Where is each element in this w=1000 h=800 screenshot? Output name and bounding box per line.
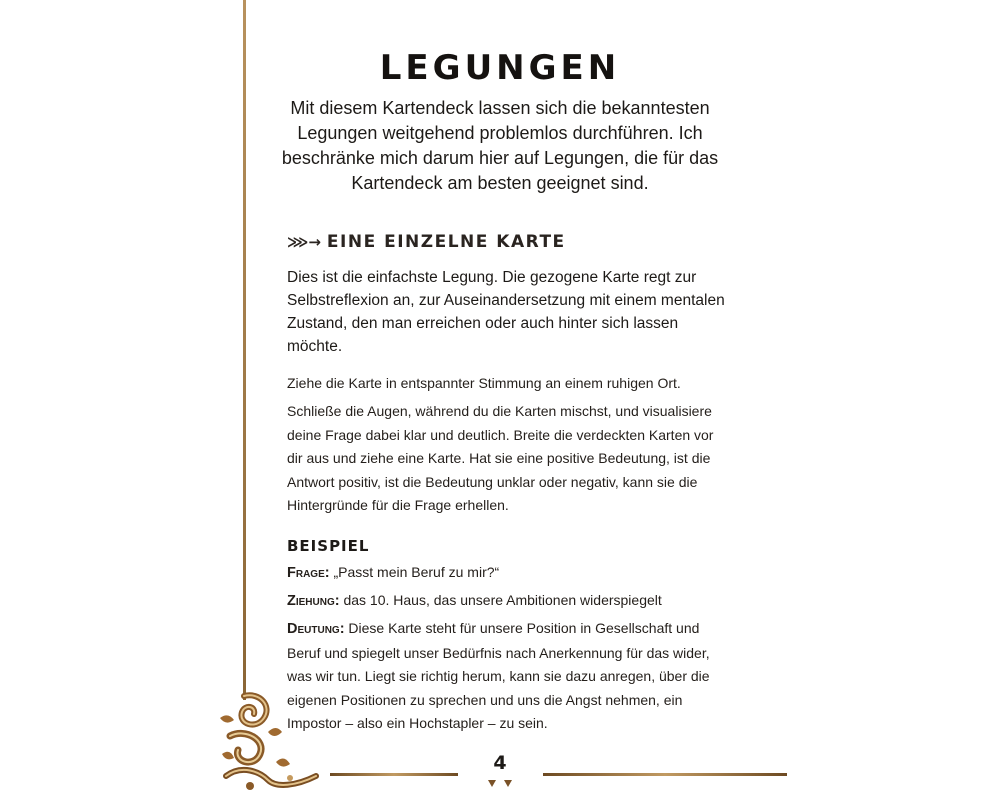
page-title: LEGUNGEN xyxy=(379,48,621,88)
section-paragraph: Ziehe die Karte in entspannter Stimmung an einem ruhigen Ort. xyxy=(287,375,681,391)
deutung-text: Diese Karte steht für unsere Position in Gesellschaft und Beruf und spiegelt unser Bedürfnis nach Anerkennung für das wider, was wir tun. Liegt sie richtig herum, kann sie dazu anregen, über die eigenen Positionen zu sprechen und uns die Angst nehmen, ein Impostor – also ein Hochstapler – zu sein. xyxy=(287,620,710,731)
frage-label: Frage: xyxy=(287,565,330,581)
left-border-rule xyxy=(243,0,246,700)
page-number-flourish-icon xyxy=(486,778,514,790)
ziehung-label: Ziehung: xyxy=(287,593,340,609)
example-draw xyxy=(287,589,727,614)
ziehung-text: das 10. Haus, das unsere Ambitionen widerspiegelt xyxy=(339,592,662,608)
example-question xyxy=(287,561,727,586)
deutung-label: Deutung: xyxy=(287,621,345,637)
frage-text: „Passt mein Beruf zu mir?“ xyxy=(329,564,500,580)
page-number: 4 xyxy=(493,752,507,774)
section-heading xyxy=(287,232,566,252)
triple-arrow-icon: ⋙→ xyxy=(287,233,321,251)
section-paragraph: Schließe die Augen, während du die Karten mischst, und visualisiere deine Frage dabei klar und deutlich. Breite die verdeckten Karten vor dir aus und ziehe eine Karte. Hat sie eine positive Bedeutung, ist die Antwort positiv, ist die Bedeutung unklar oder negativ, kann sie die Hintergründe für die Frage erhellen. xyxy=(287,403,714,513)
section-lead-text: Dies ist die einfachste Legung. Die gezogene Karte regt zur Selbstreflexion an, zur Auseinandersetzung mit einem mentalen Zustand, den man erreichen oder auch hinter sich lassen möchte. xyxy=(287,269,725,355)
section-heading-label: EINE EINZELNE KARTE xyxy=(326,232,566,252)
example-heading: BEISPIEL xyxy=(287,537,370,555)
example-interpretation xyxy=(287,617,727,736)
corner-ornament-icon xyxy=(216,688,328,796)
intro-text: Mit diesem Kartendeck lassen sich die bekanntesten Legungen weitgehend problemlos durchführen. Ich beschränke mich darum hier auf Legungen, die für das Kartendeck am besten geeignet sind. xyxy=(281,98,719,193)
